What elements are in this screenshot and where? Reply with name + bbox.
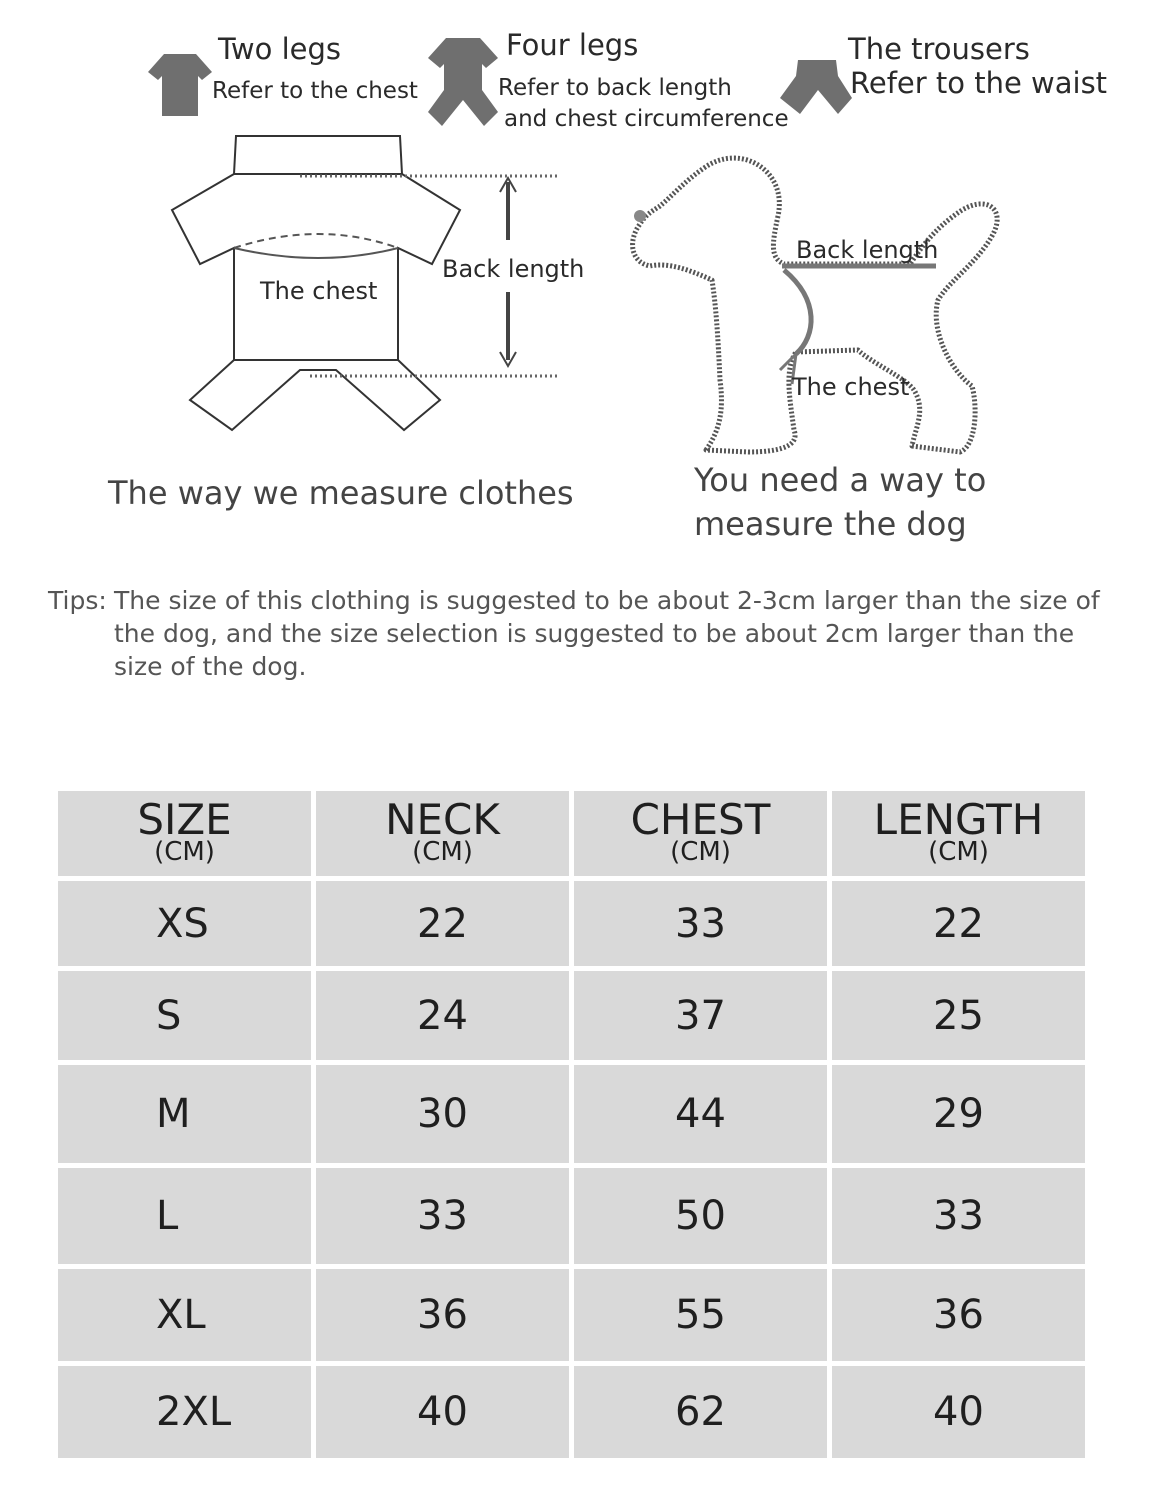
trousers-icon xyxy=(778,58,852,116)
chest-cell: 50 xyxy=(574,1168,827,1264)
header-name: CHEST xyxy=(630,795,771,844)
legend-line: and chest circumference xyxy=(504,106,789,132)
header-length xyxy=(832,791,1085,876)
header-name: SIZE xyxy=(137,795,232,844)
clothes-caption: The way we measure clothes xyxy=(108,474,574,512)
header-name: NECK xyxy=(385,795,500,844)
neck-cell: 30 xyxy=(316,1065,569,1163)
chest-cell: 55 xyxy=(574,1269,827,1361)
neck-cell: 36 xyxy=(316,1269,569,1361)
size-cell: XS xyxy=(58,881,311,966)
header-size xyxy=(58,791,311,876)
length-cell: 40 xyxy=(832,1366,1085,1458)
chest-cell: 33 xyxy=(574,881,827,966)
clothes-back-length-label: Back length xyxy=(442,255,585,283)
dog-measure-diagram xyxy=(620,140,1020,460)
legend-line: Refer to the waist xyxy=(850,66,1108,100)
neck-cell: 22 xyxy=(316,881,569,966)
header-unit: (CM) xyxy=(670,837,731,867)
four-legs-suit-icon xyxy=(426,36,500,128)
table-row xyxy=(58,1168,1085,1264)
two-legs-shirt-icon xyxy=(146,50,214,120)
size-cell: XL xyxy=(58,1269,311,1361)
size-cell: 2XL xyxy=(58,1366,311,1458)
length-cell: 33 xyxy=(832,1168,1085,1264)
legend-title: Four legs xyxy=(506,28,639,62)
legend-line: Refer to back length xyxy=(498,75,732,101)
table-header-row xyxy=(58,791,1085,876)
length-cell: 36 xyxy=(832,1269,1085,1361)
neck-cell: 24 xyxy=(316,971,569,1060)
tips-text: The size of this clothing is suggested to be about 2-3cm larger than the size of the dog, and the size selection is suggested to be about 2cm larger than the size of the dog. xyxy=(114,586,1100,681)
dog-chest-label: The chest xyxy=(792,373,910,401)
legend-title: The trousers xyxy=(848,32,1030,66)
length-cell: 29 xyxy=(832,1065,1085,1163)
dog-caption-line-1: You need a way to xyxy=(694,461,987,499)
chest-cell: 62 xyxy=(574,1366,827,1458)
table-row xyxy=(58,1065,1085,1163)
header-unit: (CM) xyxy=(154,837,215,867)
header-unit: (CM) xyxy=(928,837,989,867)
table-row xyxy=(58,971,1085,1060)
length-cell: 25 xyxy=(832,971,1085,1060)
neck-cell: 33 xyxy=(316,1168,569,1264)
neck-cell: 40 xyxy=(316,1366,569,1458)
chest-cell: 37 xyxy=(574,971,827,1060)
tips-block xyxy=(48,584,1128,683)
header-name: LENGTH xyxy=(873,795,1044,844)
length-cell: 22 xyxy=(832,881,1085,966)
header-unit: (CM) xyxy=(412,837,473,867)
table-row xyxy=(58,881,1085,966)
header-chest xyxy=(574,791,827,876)
tips-label: Tips: xyxy=(48,586,107,615)
chest-cell: 44 xyxy=(574,1065,827,1163)
size-cell: M xyxy=(58,1065,311,1163)
size-cell: S xyxy=(58,971,311,1060)
table-row xyxy=(58,1366,1085,1458)
clothes-chest-label: The chest xyxy=(260,277,378,305)
header-neck xyxy=(316,791,569,876)
size-chart-table xyxy=(53,786,1090,1463)
legend-title: Two legs xyxy=(218,32,342,66)
dog-back-length-label: Back length xyxy=(796,236,939,264)
size-cell: L xyxy=(58,1168,311,1264)
table-row xyxy=(58,1269,1085,1361)
legend-line: Refer to the chest xyxy=(212,78,418,104)
dog-caption-line-2: measure the dog xyxy=(694,505,967,543)
